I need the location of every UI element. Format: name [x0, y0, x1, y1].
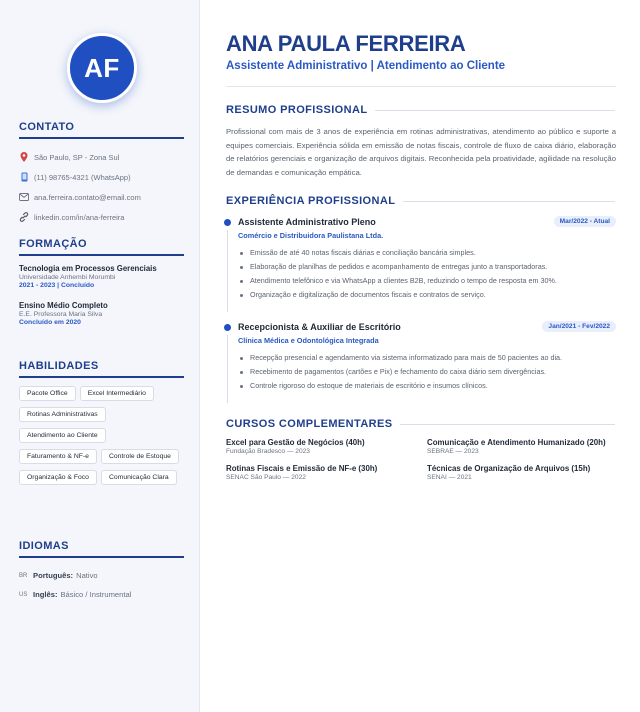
language-name: Português:	[33, 571, 74, 580]
contact-linkedin-text: linkedin.com/in/ana-ferreira	[34, 212, 125, 222]
email-icon	[19, 192, 29, 202]
skills-section	[19, 360, 184, 485]
summary-title: RESUMO PROFISSIONAL	[226, 104, 615, 116]
main-content	[200, 0, 640, 712]
location-pin-icon	[19, 152, 29, 162]
job-header	[226, 216, 616, 227]
contact-phone	[19, 167, 184, 187]
course-institution: SENAC São Paulo — 2022	[226, 474, 306, 481]
skill-chip: Organização & Foco	[19, 470, 97, 485]
language-level: Nativo	[76, 571, 98, 580]
education-section	[19, 238, 184, 338]
job-bullet: Controle rigoroso do estoque de materiais de escritório e insumos clínicos.	[250, 379, 616, 393]
contact-section	[19, 121, 184, 227]
job-title: Recepcionista & Auxiliar de Escritório	[238, 321, 401, 332]
education-title: FORMAÇÃO	[19, 238, 184, 256]
job-bullet: Organização e digitalização de documentos fiscais e contratos de serviço.	[250, 288, 616, 302]
course-item	[427, 438, 616, 455]
contact-location-text: São Paulo, SP - Zona Sul	[34, 152, 120, 162]
courses-title: CURSOS COMPLEMENTARES	[226, 418, 615, 430]
job-bullet: Atendimento telefônico e via WhatsApp a clientes B2B, reduzindo o tempo de resposta em 30%.	[250, 274, 616, 288]
sidebar	[0, 0, 200, 712]
skill-chip: Comunicação Clara	[101, 470, 177, 485]
course-item	[226, 438, 427, 455]
skill-chip: Rotinas Administrativas	[19, 407, 106, 422]
education-item	[19, 301, 184, 326]
course-title: Rotinas Fiscais e Emissão de NF-e (30h)	[226, 464, 378, 473]
languages-section	[19, 540, 184, 604]
contact-title: CONTATO	[19, 121, 184, 139]
job-bullet: Elaboração de planilhas de pedidos e acompanhamento de entregas junto a transportadoras.	[250, 260, 616, 274]
courses-grid	[226, 438, 616, 481]
course-item	[226, 464, 427, 481]
job-date-badge: Mar/2022 - Atual	[554, 216, 616, 227]
job-date-badge: Jan/2021 - Fev/2022	[542, 321, 616, 332]
skill-chip: Excel Intermediário	[80, 386, 154, 401]
contact-email[interactable]	[19, 187, 184, 207]
summary-text: Profissional com mais de 3 anos de experiência em rotinas administrativas, atendimento ao público e suporte a equipes comerciais. Experiência sólida em emissão de notas fiscais, controle de fluxo de caixa diário, elaboração de relatórios gerenciais e organização de arquivos digitais. Reconhecida pela proatividade, agilidade na resolução de demandas e comunicação empática.	[226, 127, 616, 177]
education-institution: E.E. Professora Maria Silva	[19, 311, 103, 318]
education-meta: 2021 - 2023 | Concluído	[19, 282, 95, 289]
course-item	[427, 464, 616, 481]
job-company: Comércio e Distribuidora Paulistana Ltda.	[238, 231, 384, 240]
skills-chip-list	[19, 386, 179, 485]
job-company: Clínica Médica e Odontológica Integrada	[238, 336, 379, 345]
job-header	[226, 321, 616, 332]
avatar: AF	[67, 33, 137, 103]
header-divider	[226, 86, 616, 87]
job-bullets	[226, 351, 616, 393]
link-icon	[19, 212, 29, 222]
education-course: Tecnologia em Processos Gerenciais	[19, 264, 157, 273]
candidate-role: Assistente Administrativo | Atendimento ao Cliente	[226, 60, 506, 72]
language-item	[19, 585, 184, 604]
skills-title: HABILIDADES	[19, 360, 184, 378]
phone-icon	[19, 172, 29, 182]
language-level: Básico / Instrumental	[60, 590, 132, 599]
timeline-line	[227, 230, 228, 312]
flag-us-icon: US	[19, 591, 28, 598]
course-title: Técnicas de Organização de Arquivos (15h)	[427, 464, 591, 473]
skill-chip: Atendimento ao Cliente	[19, 428, 106, 443]
course-title: Excel para Gestão de Negócios (40h)	[226, 438, 365, 447]
job-entry	[226, 321, 616, 393]
job-bullets	[226, 246, 616, 302]
course-institution: SEBRAE — 2023	[427, 448, 479, 455]
course-institution: SENAI — 2021	[427, 474, 472, 481]
education-meta: Concluído em 2020	[19, 319, 81, 326]
course-institution: Fundação Bradesco — 2023	[226, 448, 310, 455]
skill-chip: Faturamento & NF-e	[19, 449, 97, 464]
job-bullet: Recebimento de pagamentos (cartões e Pix) e fechamento do caixa diário sem divergências.	[250, 365, 616, 379]
job-bullet: Recepção presencial e agendamento via sistema informatizado para mais de 50 pacientes ao dia.	[250, 351, 616, 365]
skill-chip: Pacote Office	[19, 386, 76, 401]
language-name: Inglês:	[33, 590, 58, 599]
experience-title: EXPERIÊNCIA PROFISSIONAL	[226, 195, 615, 207]
candidate-name: ANA PAULA FERREIRA	[226, 31, 466, 56]
flag-br-icon: BR	[19, 572, 28, 579]
timeline-line	[227, 335, 228, 403]
education-item	[19, 264, 184, 289]
languages-title: IDIOMAS	[19, 540, 184, 558]
contact-email-text: ana.ferreira.contato@email.com	[34, 192, 141, 202]
education-institution: Universidade Anhembi Morumbi	[19, 274, 116, 281]
contact-linkedin[interactable]	[19, 207, 184, 227]
course-title: Comunicação e Atendimento Humanizado (20h)	[427, 438, 606, 447]
job-entry	[226, 216, 616, 302]
education-course: Ensino Médio Completo	[19, 301, 108, 310]
job-title: Assistente Administrativo Pleno	[238, 216, 376, 227]
language-item	[19, 566, 184, 585]
job-bullet: Emissão de até 40 notas fiscais diárias e conciliação bancária simples.	[250, 246, 616, 260]
skill-chip: Controle de Estoque	[101, 449, 179, 464]
contact-location	[19, 147, 184, 167]
contact-phone-text: (11) 98765-4321 (WhatsApp)	[34, 172, 131, 182]
